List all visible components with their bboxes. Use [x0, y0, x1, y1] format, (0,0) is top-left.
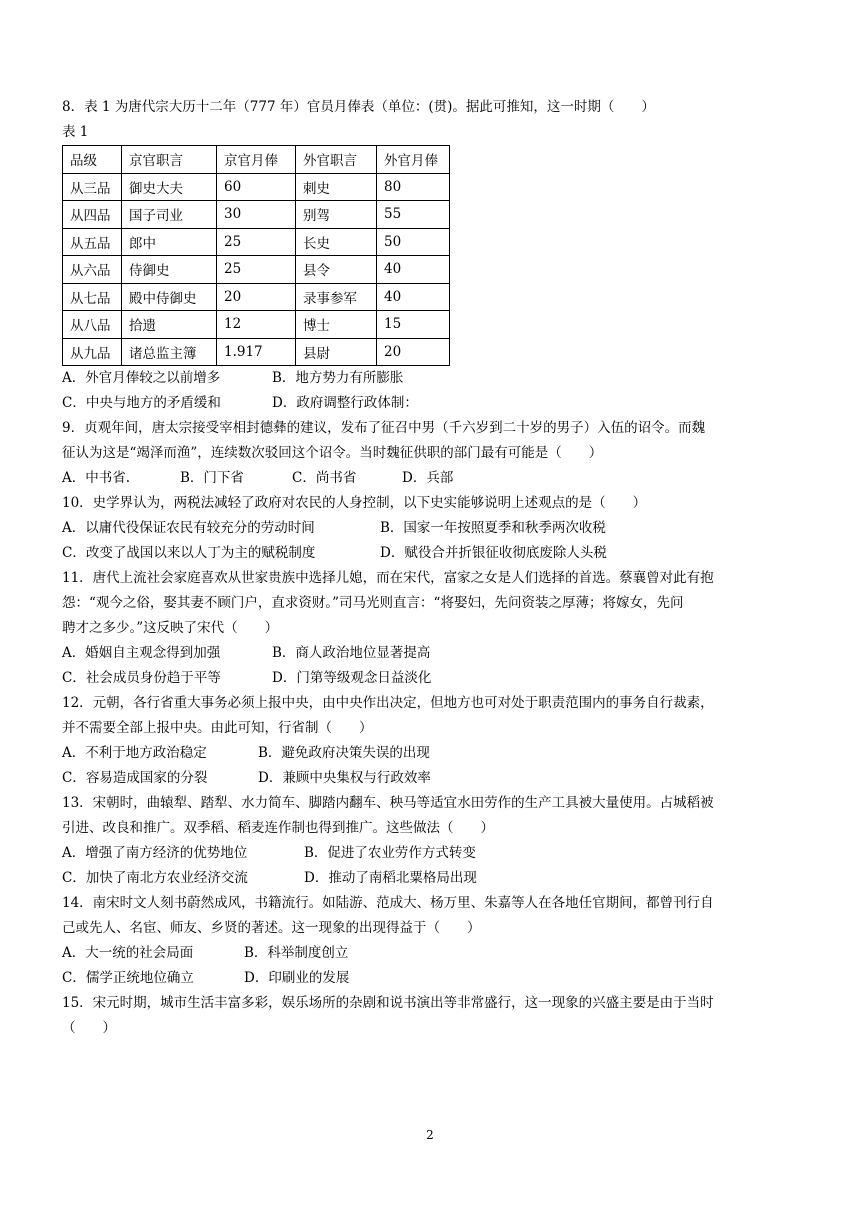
- table-cell: 30: [217, 201, 296, 229]
- option-a: A．增强了南方经济的优势地位: [62, 845, 248, 861]
- exam-content: [62, 95, 802, 1041]
- table-caption: 表 1: [62, 124, 89, 140]
- table-cell: 从三品: [63, 173, 122, 201]
- q13-options-row-2: [62, 866, 802, 891]
- table-cell: 25: [217, 228, 296, 256]
- option-b: B．科举制度创立: [244, 945, 349, 961]
- q15-stem-line: 15．宋元时期，城市生活丰富多彩，娱乐场所的杂剧和说书演出等非常盛行，这一现象的兴盛主要是由于当时: [62, 995, 714, 1011]
- option-b: B．国家一年按照夏季和秋季两次收税: [380, 520, 606, 536]
- option-b: B．门下省: [180, 470, 244, 486]
- option-a: A．婚姻自主观念得到加强: [62, 645, 221, 661]
- option-d: D．兵部: [402, 470, 454, 486]
- q14-options-row-1: [62, 941, 802, 966]
- option-d: D．赋役合并折银征收彻底废除人头税: [380, 545, 607, 561]
- salary-table: [62, 145, 450, 366]
- table-cell: 60: [217, 173, 296, 201]
- option-b: B．商人政治地位显著提高: [272, 645, 431, 661]
- table-cell: 15: [377, 311, 450, 339]
- table-cell: 80: [377, 173, 450, 201]
- q10-options-row-1: [62, 516, 802, 541]
- option-c: C．社会成员身份趋于平等: [62, 670, 221, 686]
- option-c: C．中央与地方的矛盾缓和: [62, 395, 221, 411]
- table-cell: 50: [377, 228, 450, 256]
- table-cell: 25: [217, 256, 296, 284]
- table-cell: 御史大夫: [122, 173, 217, 201]
- option-c: C．容易造成国家的分裂: [62, 770, 208, 786]
- q12-stem-line: 并不需要全部上报中央。由此可知，行省制（ ）: [62, 720, 373, 736]
- q8-options-row-1: [62, 366, 802, 391]
- table-cell: 从六品: [63, 256, 122, 284]
- q11-stem-line: 聘才之多少。”这反映了宋代（ ）: [62, 620, 279, 636]
- q13-options-row-1: [62, 841, 802, 866]
- table-cell: 从九品: [63, 338, 122, 366]
- table-header-cell: 外官月俸: [377, 146, 450, 174]
- table-header-cell: 京官月俸: [217, 146, 296, 174]
- q13-stem-line: 13．宋朝时，曲辕犁、踏犁、水力简车、脚踏内翻车、秧马等适宜水田劳作的生产工具被大量使用。占城稻被: [62, 795, 714, 811]
- q9-stem-line: 征认为这是“竭泽而渔”，连续数次驳回这个诏令。当时魏征供职的部门最有可能是（ ）: [62, 445, 603, 461]
- option-c: C．改变了战国以来以人丁为主的赋税制度: [62, 545, 316, 561]
- table-cell: 从四品: [63, 201, 122, 229]
- option-a: A．外官月俸较之以前增多: [62, 370, 221, 386]
- table-cell: 郎中: [122, 228, 217, 256]
- option-a: A．中书省.: [62, 470, 131, 486]
- table-cell: 55: [377, 201, 450, 229]
- q13-stem-line: 引进、改良和推广。双季稻、稻麦连作制也得到推广。这些做法（ ）: [62, 820, 494, 836]
- q10-options-row-2: [62, 541, 802, 566]
- table-row: [63, 228, 450, 256]
- table-cell: 40: [377, 283, 450, 311]
- table-row: [63, 173, 450, 201]
- option-d: D．印刷业的发展: [244, 970, 350, 986]
- q11-stem-line: 怨：“观今之俗，娶其妻不顾门户，直求资财。”司马光则直言：“将娶妇，先问资装之厚薄；将嫁女，先问: [62, 595, 684, 611]
- q14-stem-line: 己或先人、名宦、师友、乡贤的著述。这一现象的出现得益于（ ）: [62, 920, 481, 936]
- q11-stem-line: 11．唐代上流社会家庭喜欢从世家贵族中选择儿媳，而在宋代，富家之女是人们选择的首选。蔡襄曾对此有抱: [62, 570, 714, 586]
- table-cell: 县尉: [296, 338, 377, 366]
- option-a: A．以庸代役保证农民有较充分的劳动时间: [62, 520, 315, 536]
- q10-stem-line: 10．史学界认为，两税法减轻了政府对农民的人身控制，以下史实能够说明上述观点的是（ ）: [62, 495, 647, 511]
- q15-stem-line: （ ）: [62, 1020, 116, 1036]
- q14-options-row-2: [62, 966, 802, 991]
- option-c: C．加快了南北方农业经济交流: [62, 870, 248, 886]
- table-cell: 殿中侍御史: [122, 283, 217, 311]
- table-cell: 侍御史: [122, 256, 217, 284]
- table-header-row: [63, 146, 450, 174]
- q11-options-row-2: [62, 666, 802, 691]
- table-row: [63, 311, 450, 339]
- q8-stem: 8．表 1 为唐代宗大历十二年（777 年）官员月俸表（单位：(贯)。据此可推知，这一时期（ ）: [62, 99, 655, 115]
- table-cell: 1.917: [217, 338, 296, 366]
- table-cell: 县令: [296, 256, 377, 284]
- option-c: C．儒学正统地位确立: [62, 970, 194, 986]
- option-d: D．推动了南稻北粟格局出现: [304, 870, 477, 886]
- option-b: B．地方势力有所膨胀: [272, 370, 404, 386]
- option-b: B．促进了农业劳作方式转变: [304, 845, 476, 861]
- table-cell: 录事参军: [296, 283, 377, 311]
- table-cell: 长史: [296, 228, 377, 256]
- table-cell: 40: [377, 256, 450, 284]
- page-number: 2: [426, 1128, 434, 1142]
- table-row: [63, 201, 450, 229]
- option-d: D．门第等级观念日益淡化: [272, 670, 432, 686]
- table-header-cell: 品级: [63, 146, 122, 174]
- option-b: B．避免政府决策失误的出现: [258, 745, 430, 761]
- table-row: [63, 338, 450, 366]
- table-cell: 从七品: [63, 283, 122, 311]
- table-cell: 从五品: [63, 228, 122, 256]
- table-header-cell: 京官职言: [122, 146, 217, 174]
- q12-options-row-2: [62, 766, 802, 791]
- option-d: D．政府调整行政体制：: [272, 395, 418, 411]
- option-a: A．大一统的社会局面: [62, 945, 194, 961]
- q12-options-row-1: [62, 741, 802, 766]
- q14-stem-line: 14．南宋时文人刻书蔚然成风，书籍流行。如陆游、范成大、杨万里、朱嘉等人在各地任官期间，都曾刊行自: [62, 895, 714, 911]
- option-a: A．不利于地方政治稳定: [62, 745, 207, 761]
- q11-options-row-1: [62, 641, 802, 666]
- table-cell: 国子司业: [122, 201, 217, 229]
- table-cell: 从八品: [63, 311, 122, 339]
- q9-stem-line: 9．贞观年间，唐太宗接受宰相封德彝的建议，发布了征召中男（千六岁到二十岁的男子）入伍的诏令。而魏: [62, 420, 706, 436]
- option-d: D．兼顾中央集权与行政效率: [258, 770, 431, 786]
- table-row: [63, 256, 450, 284]
- q9-options-row: [62, 466, 802, 491]
- table-cell: 刺史: [296, 173, 377, 201]
- table-row: [63, 283, 450, 311]
- table-cell: 别驾: [296, 201, 377, 229]
- table-cell: 博士: [296, 311, 377, 339]
- table-cell: 20: [217, 283, 296, 311]
- table-cell: 20: [377, 338, 450, 366]
- table-cell: 拾遗: [122, 311, 217, 339]
- q12-stem-line: 12．元朝，各行省重大事务必须上报中央，由中央作出决定，但地方也可对处于职责范围内的事务自行裁素，: [62, 695, 714, 711]
- table-cell: 诸总监主簿: [122, 338, 217, 366]
- table-cell: 12: [217, 311, 296, 339]
- option-c: C．尚书省: [292, 470, 357, 486]
- q8-options-row-2: [62, 391, 802, 416]
- table-header-cell: 外官职言: [296, 146, 377, 174]
